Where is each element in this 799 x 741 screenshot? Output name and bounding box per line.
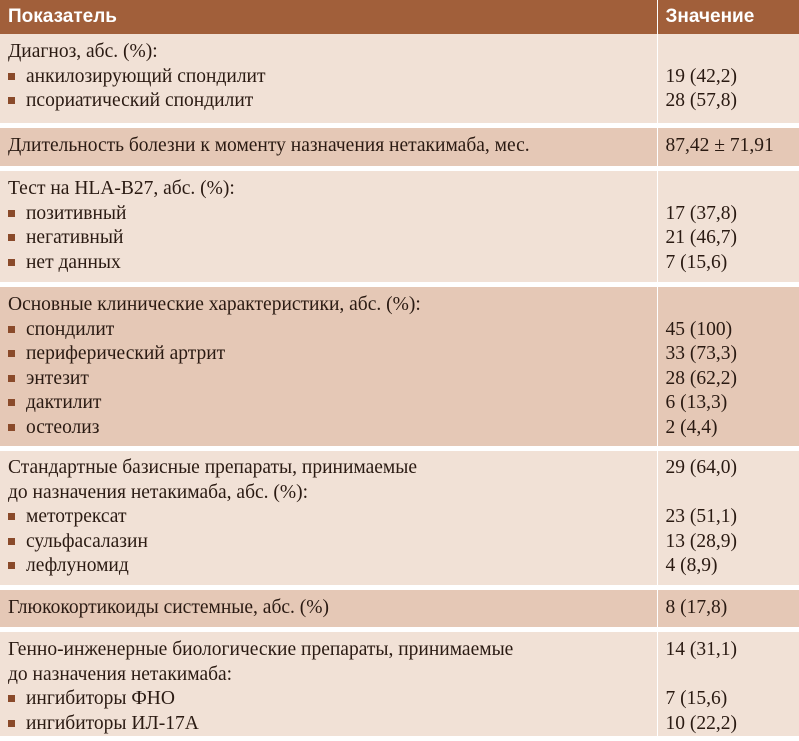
square-bullet-icon	[8, 326, 15, 333]
square-bullet-icon	[8, 97, 15, 104]
square-bullet-icon	[8, 350, 15, 357]
indicator-cell	[0, 587, 657, 630]
table-row	[0, 449, 799, 588]
row-title: Глюкокортикоиды системные, абс. (%)	[8, 596, 657, 621]
list-item	[8, 226, 657, 251]
item-value: 23 (51,1)	[666, 505, 799, 530]
row-title: Стандартные базисные препараты, принимаемые	[8, 456, 657, 481]
square-bullet-icon	[8, 399, 15, 406]
item-label: анкилозирующий спондилит	[26, 66, 266, 87]
item-value: 7 (15,6)	[666, 251, 799, 276]
square-bullet-icon	[8, 73, 15, 80]
item-label: ингибиторы ФНО	[26, 688, 175, 709]
item-value: 33 (73,3)	[666, 342, 799, 367]
row-title: Тест на HLA-B27, абс. (%):	[8, 177, 657, 202]
square-bullet-icon	[8, 538, 15, 545]
row-total-value: 14 (31,1)	[666, 638, 799, 663]
table-row	[0, 285, 799, 449]
square-bullet-icon	[8, 375, 15, 382]
indicator-cell	[0, 285, 657, 449]
item-label: лефлуномид	[26, 555, 129, 576]
indicator-cell	[0, 630, 657, 739]
item-value: 4 (8,9)	[666, 554, 799, 579]
item-value: 2 (4,4)	[666, 416, 799, 441]
header-row	[0, 0, 799, 34]
item-value: 13 (28,9)	[666, 530, 799, 555]
row-title: Длительность болезни к моменту назначения нетакимаба, мес.	[8, 134, 657, 159]
value-cell	[657, 34, 799, 125]
item-label: энтезит	[26, 368, 89, 389]
item-value: 19 (42,2)	[666, 65, 799, 90]
row-title: Основные клинические характеристики, абс. (%):	[8, 293, 657, 318]
table-row	[0, 34, 799, 125]
table-row	[0, 630, 799, 739]
item-label: сульфасалазин	[26, 531, 148, 552]
item-label: дактилит	[26, 392, 101, 413]
square-bullet-icon	[8, 424, 15, 431]
indicator-cell	[0, 449, 657, 588]
square-bullet-icon	[8, 513, 15, 520]
item-label: остеолиз	[26, 417, 99, 438]
list-item	[8, 391, 657, 416]
square-bullet-icon	[8, 720, 15, 727]
list-item	[8, 251, 657, 276]
item-label: метотрексат	[26, 506, 126, 527]
value-cell	[657, 125, 799, 169]
value-cell	[657, 285, 799, 449]
item-label: периферический артрит	[26, 343, 225, 364]
header-value: Значение	[657, 0, 799, 34]
item-label: позитивный	[26, 203, 126, 224]
square-bullet-icon	[8, 210, 15, 217]
square-bullet-icon	[8, 259, 15, 266]
table-row	[0, 169, 799, 285]
list-item	[8, 367, 657, 392]
item-value: 28 (62,2)	[666, 367, 799, 392]
value-cell	[657, 587, 799, 630]
value-cell	[657, 630, 799, 739]
row-title: до назначения нетакимаба, абс. (%):	[8, 481, 657, 506]
list-item	[8, 65, 657, 90]
indicator-cell	[0, 34, 657, 125]
table-body	[0, 34, 799, 739]
item-value: 17 (37,8)	[666, 202, 799, 227]
square-bullet-icon	[8, 234, 15, 241]
row-total-value: 87,42 ± 71,91	[666, 134, 799, 159]
value-cell	[657, 449, 799, 588]
item-value: 6 (13,3)	[666, 391, 799, 416]
square-bullet-icon	[8, 562, 15, 569]
item-label: ингибиторы ИЛ-17А	[26, 713, 199, 734]
item-value: 10 (22,2)	[666, 712, 799, 737]
list-item	[8, 318, 657, 343]
item-label: негативный	[26, 227, 123, 248]
row-total-value: 29 (64,0)	[666, 456, 799, 481]
item-label: нет данных	[26, 252, 121, 273]
list-item	[8, 712, 657, 737]
list-item	[8, 342, 657, 367]
list-item	[8, 554, 657, 579]
square-bullet-icon	[8, 695, 15, 702]
list-item	[8, 416, 657, 441]
table-row	[0, 587, 799, 630]
indicator-cell	[0, 169, 657, 285]
list-item	[8, 687, 657, 712]
item-label: псориатический спондилит	[26, 90, 253, 111]
list-item	[8, 89, 657, 114]
row-total-value: 8 (17,8)	[666, 596, 799, 621]
list-item	[8, 202, 657, 227]
item-value: 7 (15,6)	[666, 687, 799, 712]
row-title: Диагноз, абс. (%):	[8, 40, 657, 65]
row-title: Генно-инженерные биологические препараты, принимаемые	[8, 638, 657, 663]
list-item	[8, 530, 657, 555]
item-value: 45 (100)	[666, 318, 799, 343]
item-value: 28 (57,8)	[666, 89, 799, 114]
item-label: спондилит	[26, 319, 114, 340]
row-title: до назначения нетакимаба:	[8, 663, 657, 688]
table-row	[0, 125, 799, 169]
indicator-cell	[0, 125, 657, 169]
item-value: 21 (46,7)	[666, 226, 799, 251]
list-item	[8, 505, 657, 530]
header-indicator: Показатель	[0, 0, 657, 34]
value-cell	[657, 169, 799, 285]
